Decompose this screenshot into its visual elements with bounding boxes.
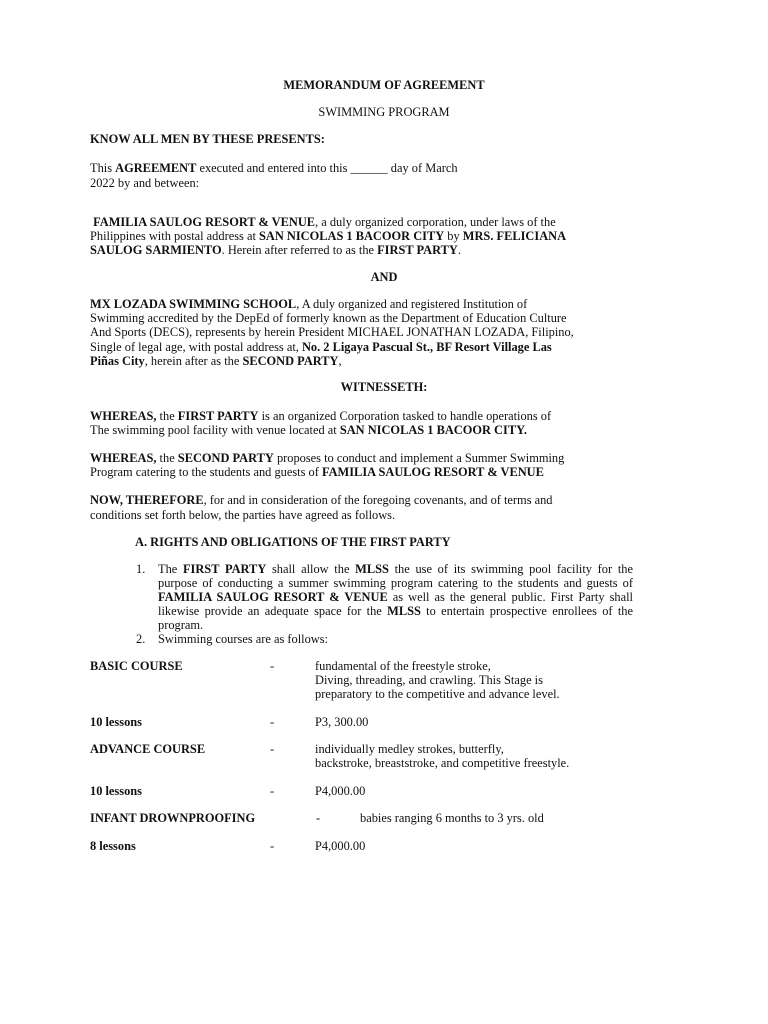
item1-text: The FIRST PARTY shall allow the MLSS the use of its swimming pool facility for the purpose of conducting a summer swimming program catering to the students and guests of FAMILIA SAULOG RESORT & VENUE as well as the general public. First Party shall likewise provide an adequate space for the MLSS to entertain prospective enrollees of the program. [158, 562, 633, 632]
document-title: MEMORANDUM OF AGREEMENT [283, 78, 485, 92]
course-row [90, 659, 650, 699]
course-price: P4,000.00 [315, 784, 366, 798]
course-name: INFANT DROWNPROOFING [90, 811, 256, 825]
item2-number: 2. [136, 632, 146, 646]
and-heading: AND [370, 270, 398, 284]
course-dash: - [270, 784, 275, 798]
course-name: BASIC COURSE [90, 659, 183, 673]
course-name: 10 lessons [90, 784, 142, 798]
whereas2-line-1: WHEREAS, the SECOND PARTY proposes to conduct and implement a Summer Swimming [90, 451, 565, 465]
party2-line-3: And Sports (DECS), represents by herein President MICHAEL JONATHAN LOZADA, Filipino, [90, 325, 574, 339]
item1-number: 1. [136, 562, 146, 576]
party2-line-1: MX LOZADA SWIMMING SCHOOL, A duly organized and registered Institution of [90, 297, 528, 311]
party2-line-2: Swimming accredited by the DepEd of formerly known as the Department of Education Culture [90, 311, 567, 325]
course-name: ADVANCE COURSE [90, 742, 206, 756]
course-dash: - [270, 839, 275, 853]
whereas2-line-2: Program catering to the students and guests of FAMILIA SAULOG RESORT & VENUE [90, 465, 544, 479]
course-row [90, 839, 650, 879]
party1-line-1: FAMILIA SAULOG RESORT & VENUE, a duly organized corporation, under laws of the [93, 215, 556, 229]
course-name: 10 lessons [90, 715, 142, 729]
whereas1-line-1: WHEREAS, the FIRST PARTY is an organized Corporation tasked to handle operations of [90, 409, 552, 423]
party1-line-2: Philippines with postal address at SAN NICOLAS 1 BACOOR CITY by MRS. FELICIANA [90, 229, 567, 243]
intro-line-1: This AGREEMENT executed and entered into this ______ day of March [90, 161, 458, 175]
party1-line-3: SAULOG SARMIENTO. Herein after referred to as the FIRST PARTY. [90, 243, 461, 257]
document-subtitle: SWIMMING PROGRAM [318, 105, 450, 119]
party2-line-5: Piñas City, herein after as the SECOND PARTY, [90, 354, 342, 368]
know-all-heading: KNOW ALL MEN BY THESE PRESENTS: [90, 132, 325, 146]
course-price: P4,000.00 [315, 839, 366, 853]
course-name: 8 lessons [90, 839, 136, 853]
course-dash: - [270, 659, 275, 673]
whereas1-line-2: The swimming pool facility with venue located at SAN NICOLAS 1 BACOOR CITY. [90, 423, 527, 437]
course-dash: - [270, 742, 275, 756]
item2-text: Swimming courses are as follows: [158, 632, 329, 646]
witnesseth-heading: WITNESSETH: [340, 380, 428, 394]
party2-line-4: Single of legal age, with postal address at, No. 2 Ligaya Pascual St., BF Resort Village Las [90, 340, 552, 354]
course-description: individually medley strokes, butterfly, backstroke, breaststroke, and competitive freestyle. [315, 742, 570, 770]
course-dash: - [316, 811, 321, 825]
intro-line-2: 2022 by and between: [90, 176, 200, 190]
now-therefore-line-2: conditions set forth below, the parties have agreed as follows. [90, 508, 396, 522]
course-description: babies ranging 6 months to 3 yrs. old [360, 811, 544, 825]
course-dash: - [270, 715, 275, 729]
now-therefore-line-1: NOW, THEREFORE, for and in consideration of the foregoing covenants, and of terms and [90, 493, 553, 507]
course-description: fundamental of the freestyle stroke, Diving, threading, and crawling. This Stage is preparatory to the competitive and advance level. [315, 659, 560, 701]
course-row [90, 742, 650, 782]
section-a-heading: A. RIGHTS AND OBLIGATIONS OF THE FIRST PARTY [135, 535, 451, 549]
course-price: P3, 300.00 [315, 715, 369, 729]
